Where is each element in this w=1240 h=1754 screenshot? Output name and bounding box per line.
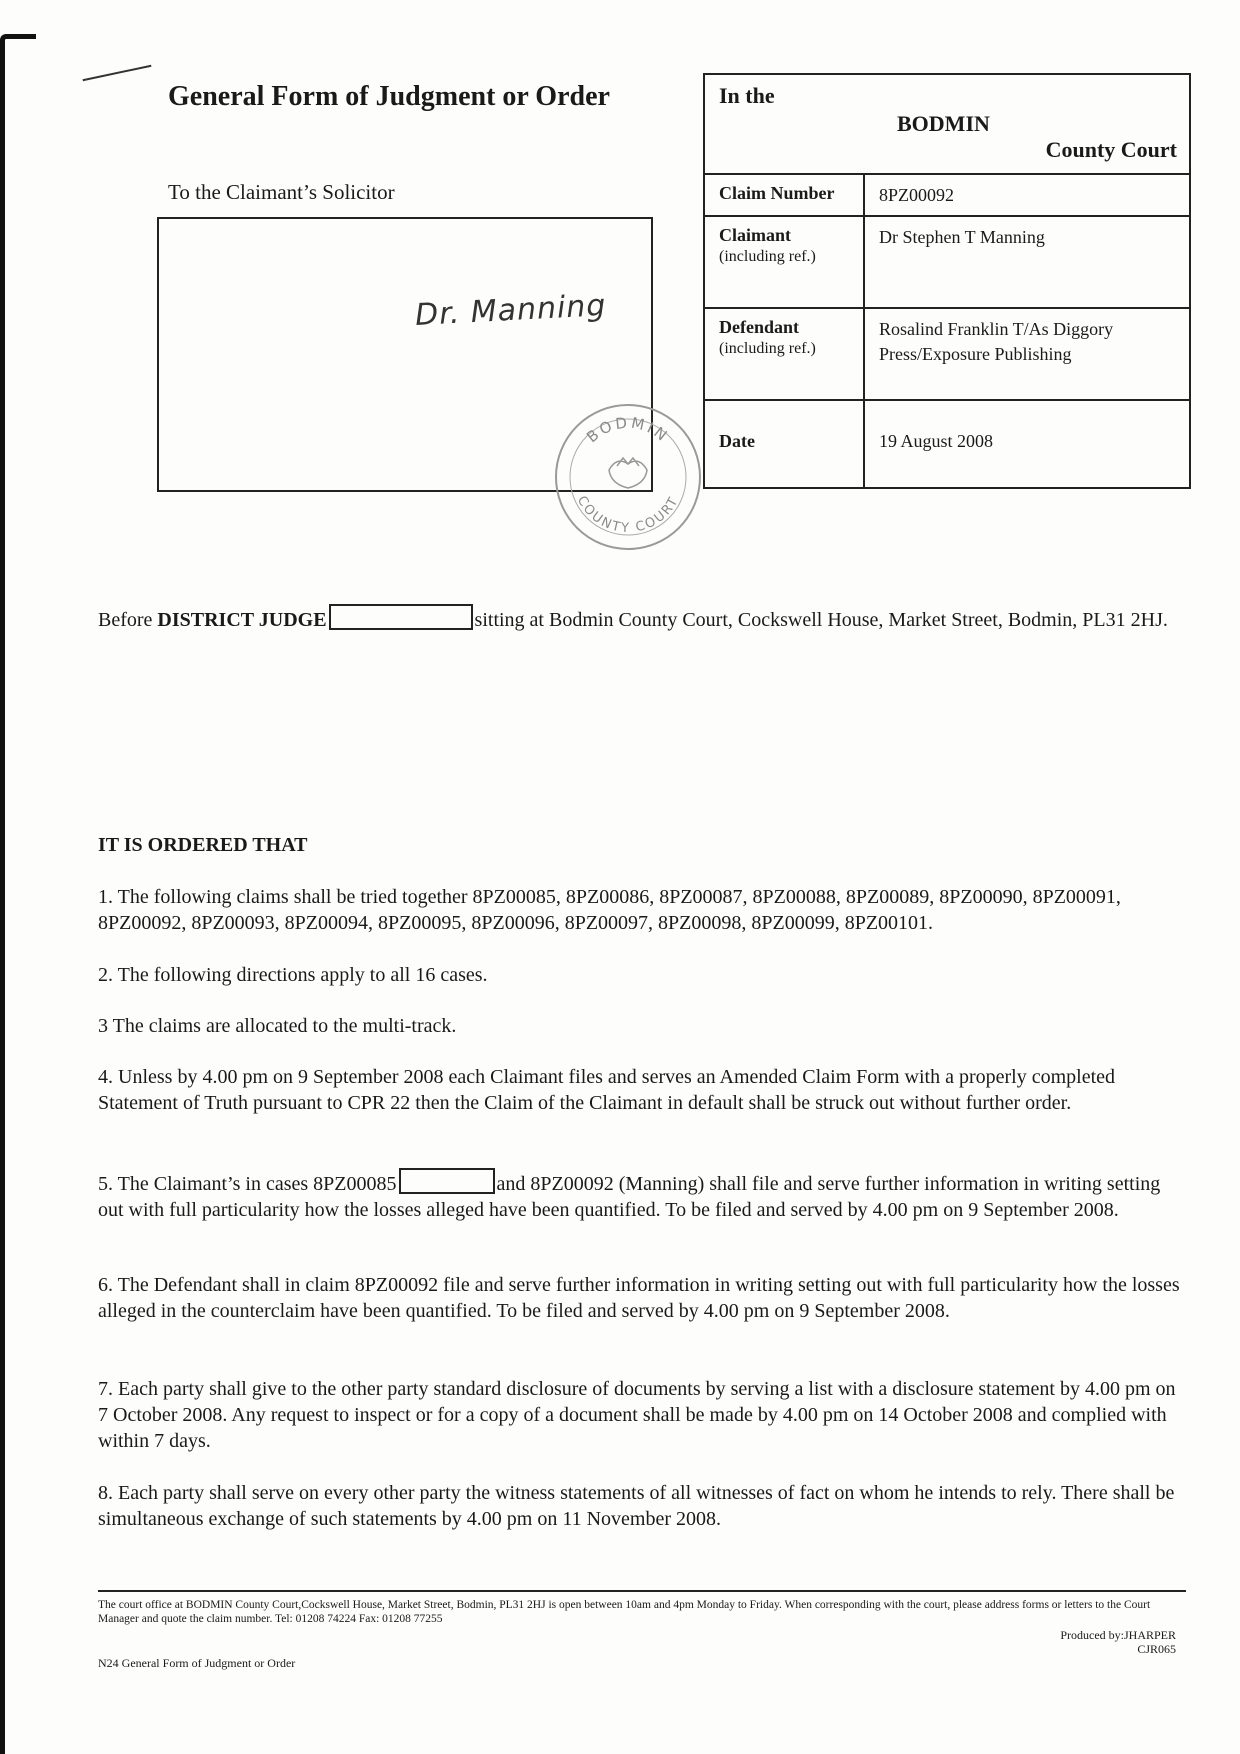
date-label: Date [719,431,755,451]
produced-by: Produced by:JHARPER [1060,1628,1176,1642]
claimant-label: Claimant [719,225,791,245]
order-5-prefix: 5. The Claimant’s in cases 8PZ00085 [98,1173,397,1195]
defendant-label: Defendant [719,317,799,337]
defendant-row [705,309,1189,401]
order-item-5 [98,1168,1186,1223]
footer-office-note: The court office at BODMIN County Court,Cockswell House, Market Street, Bodmin, PL31 2HJ is open between 10am and 4pm Monday to Friday. When corresponding with the court, please address forms or letters to the Court Manager and quote the claim number. Tel: 01208 74224 Fax: 01208 77255 [98,1599,1151,1625]
order-item-8: 8. Each party shall serve on every other party the witness statements of all witnesses of fact on whom he intends to rely. There shall be simultaneous exchange of such statements by 4.00 pm on 11 November 2008. [98,1482,1175,1530]
form-title: General Form of Judgment or Order [168,81,610,112]
recipient-label: To the Claimant’s Solicitor [168,180,395,204]
court-stamp [555,404,701,550]
order-item-7: 7. Each party shall give to the other party standard disclosure of documents by serving a list with a disclosure statement by 4.00 pm on 7 October 2008. Any request to inspect or for a copy of a document shall be made by 4.00 pm on 14 October 2008 and complied with within 7 days. [98,1378,1176,1452]
judge-name-redaction [329,604,473,630]
svg-text:BODMIN [583,414,673,447]
order-item-1: 1. The following claims shall be tried together 8PZ00085, 8PZ00086, 8PZ00087, 8PZ00088, 8PZ00089, 8PZ00090, 8PZ00091, 8PZ00092, 8PZ00093, 8PZ00094, 8PZ00095, 8PZ00096, 8PZ00097, 8PZ00098, 8PZ00099, 8PZ00101. [98,886,1121,934]
footer-divider [98,1590,1186,1592]
claim-number-row [705,175,1189,217]
stamp-seal-icon [557,406,699,548]
handwritten-name: Dr. Manning [414,288,608,333]
order-heading: IT IS ORDERED THAT [98,834,308,856]
ref-code: CJR065 [1137,1642,1176,1656]
court-suffix: County Court [1045,137,1177,162]
order-5-rest: and 8PZ00092 (Manning) shall file and serve further information in writing setting out with full particularity how the losses alleged have been quantified. To be filed and served by 4.00 pm on 9 September 2008. [98,1173,1161,1221]
pen-mark [83,65,152,82]
order-item-2: 2. The following directions apply to all 16 cases. [98,964,488,986]
claimant-row [705,217,1189,309]
stamp-bottom-text: COUNTY COURT [573,493,683,537]
judge-title: DISTRICT JUDGE [157,609,327,631]
order-item-3: 3 The claims are allocated to the multi-track. [98,1015,457,1037]
scan-edge [0,34,36,1754]
before-prefix: Before [98,609,153,631]
court-details-table [703,73,1191,489]
footer-produced [1060,1628,1176,1656]
date-value: 19 August 2008 [879,431,994,451]
footer-form-name: N24 General Form of Judgment or Order [98,1656,296,1670]
defendant-sub-label: (including ref.) [719,340,816,357]
svg-text:COUNTY COURT [574,494,682,537]
court-header [705,75,1189,175]
defendant-value: Rosalind Franklin T/As Diggory Press/Exposure Publishing [879,319,1114,364]
stamp-top-text: BODMIN [583,413,673,447]
court-name: BODMIN [897,111,990,136]
order-item-6: 6. The Defendant shall in claim 8PZ00092 file and serve further information in writing setting out with full particularity how the losses alleged in the counterclaim have been quantified. To be filed and served by 4.00 pm on 9 September 2008. [98,1274,1180,1322]
claim-number-value: 8PZ00092 [879,185,955,205]
before-rest: sitting at Bodmin County Court, Cockswell House, Market Street, Bodmin, PL31 2HJ. [474,609,1168,631]
claimant-value: Dr Stephen T Manning [879,227,1045,247]
order-item-4: 4. Unless by 4.00 pm on 9 September 2008 each Claimant files and serves an Amended Claim Form with a properly completed Statement of Truth pursuant to CPR 22 then the Claim of the Claimant in default shall be struck out without further order. [98,1066,1116,1114]
case-redaction [399,1168,495,1194]
claim-number-label: Claim Number [719,183,835,203]
date-row [705,401,1189,487]
court-prefix: In the [719,83,775,108]
before-line [98,604,1188,634]
claimant-sub-label: (including ref.) [719,248,816,265]
